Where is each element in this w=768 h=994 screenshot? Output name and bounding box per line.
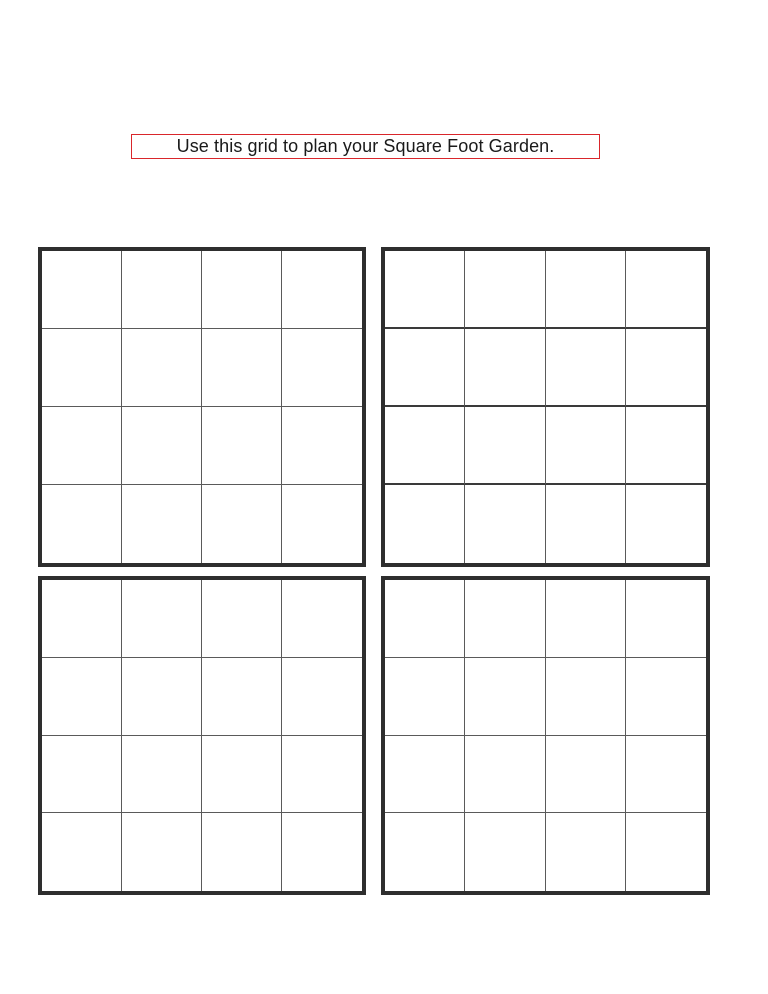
grid-square: [385, 736, 465, 814]
grid-square: [202, 813, 282, 891]
grid-square: [122, 251, 202, 329]
grid-square: [626, 658, 706, 736]
grid-square: [122, 658, 202, 736]
grid-square: [202, 251, 282, 329]
grid-square: [282, 251, 362, 329]
grid-square: [626, 407, 706, 485]
grid-square: [546, 658, 626, 736]
grid-square: [546, 329, 626, 407]
grid-square: [385, 485, 465, 563]
grid-square: [122, 329, 202, 407]
grid-square: [42, 813, 122, 891]
grid-square: [465, 407, 545, 485]
grid-square: [465, 736, 545, 814]
grid-square: [42, 329, 122, 407]
grid-square: [465, 485, 545, 563]
grid-square: [626, 329, 706, 407]
grid-square: [546, 407, 626, 485]
grid-square: [282, 407, 362, 485]
grid-square: [626, 580, 706, 658]
grid-square: [465, 813, 545, 891]
grid-square: [385, 813, 465, 891]
grid-square: [42, 736, 122, 814]
grid-square: [626, 813, 706, 891]
grid-square: [122, 580, 202, 658]
grid-square: [202, 407, 282, 485]
grid-square: [546, 485, 626, 563]
grid-square: [546, 251, 626, 329]
garden-grid-bottom-left: [38, 576, 366, 895]
grid-square: [385, 658, 465, 736]
grid-square: [282, 580, 362, 658]
grid-square: [465, 580, 545, 658]
grid-square: [465, 329, 545, 407]
grid-square: [282, 736, 362, 814]
grid-square: [465, 251, 545, 329]
grid-square: [42, 658, 122, 736]
grid-square: [282, 329, 362, 407]
grid-square: [385, 580, 465, 658]
grid-square: [385, 407, 465, 485]
garden-grid-bottom-right: [381, 576, 710, 895]
grid-square: [122, 407, 202, 485]
grid-square: [465, 658, 545, 736]
grid-square: [202, 580, 282, 658]
grid-square: [42, 485, 122, 563]
grid-square: [42, 407, 122, 485]
grid-square: [42, 251, 122, 329]
grid-square: [282, 485, 362, 563]
grid-square: [122, 736, 202, 814]
grid-square: [282, 658, 362, 736]
grid-square: [202, 736, 282, 814]
grid-square: [546, 813, 626, 891]
grid-square: [202, 329, 282, 407]
grid-square: [282, 813, 362, 891]
grid-square: [202, 658, 282, 736]
grid-square: [546, 736, 626, 814]
grid-square: [122, 813, 202, 891]
instruction-label: Use this grid to plan your Square Foot Garden.: [131, 134, 600, 159]
grid-square: [202, 485, 282, 563]
grid-square: [626, 485, 706, 563]
grid-square: [626, 736, 706, 814]
grid-square: [385, 251, 465, 329]
grid-square: [626, 251, 706, 329]
grid-square: [122, 485, 202, 563]
grid-square: [546, 580, 626, 658]
grid-square: [385, 329, 465, 407]
grid-square: [42, 580, 122, 658]
garden-grid-top-left: [38, 247, 366, 567]
garden-grid-top-right: [381, 247, 710, 567]
